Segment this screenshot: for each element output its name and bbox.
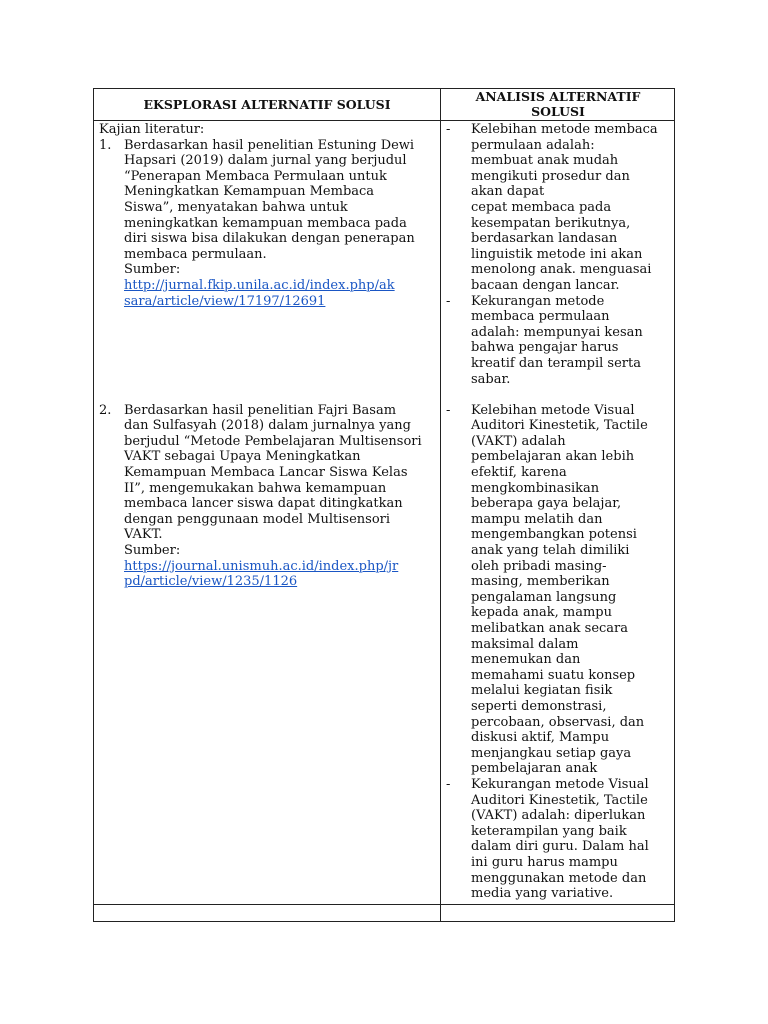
item-line: “Penerapan Membaca Permulaan untuk	[124, 168, 387, 184]
source-link[interactable]: http://jurnal.fkip.unila.ac.id/index.php/ak	[124, 277, 395, 293]
item-line: II”, mengemukakan bahwa kemampuan	[124, 480, 387, 496]
bullet-dash: -	[446, 776, 451, 792]
source-label: Sumber:	[124, 262, 181, 278]
item-line: meningkatkan kemampuan membaca pada	[124, 215, 407, 231]
source-link[interactable]: pd/article/view/1235/1126	[124, 574, 298, 590]
bullet-dash: -	[446, 122, 451, 137]
header-right: ANALISIS ALTERNATIF SOLUSI	[475, 89, 641, 119]
list-item-1	[99, 138, 435, 310]
item-line: Siswa”, menyatakan bahwa untuk	[124, 199, 348, 215]
item-line: berjudul “Metode Pembelajaran Multisensori	[124, 433, 422, 449]
analysis-cell	[446, 122, 674, 902]
item-number: 2.	[99, 402, 112, 418]
column-divider	[440, 89, 441, 921]
item-number: 1.	[99, 137, 112, 153]
item-line: Berdasarkan hasil penelitian Estuning Dewi	[124, 137, 415, 153]
bullet-block-2: - Kekurangan metode membaca permulaan adalah: mempunyai kesan bahwa pengajar harus kreatif dan terampil serta sabar.	[446, 293, 643, 387]
item-line: diri siswa bisa dilakukan dengan penerapan	[124, 231, 415, 247]
item-line: Berdasarkan hasil penelitian Fajri Basam	[124, 402, 397, 418]
item-line: dan Sulfasyah (2018) dalam jurnalnya yang	[124, 418, 411, 434]
list-item-2	[99, 403, 435, 590]
footer-divider	[94, 904, 674, 905]
header-divider	[94, 120, 674, 121]
bullet-dash: -	[446, 402, 451, 418]
item-line: Kemampuan Membaca Lancar Siswa Kelas	[124, 465, 408, 481]
item-line: VAKT sebagai Upaya Meningkatkan	[124, 449, 361, 465]
item-line: dengan penggunaan model Multisensori	[124, 511, 391, 527]
item-line: Meningkatkan Kemampuan Membaca	[124, 184, 375, 200]
item-line: membaca permulaan.	[124, 246, 267, 262]
solution-table	[93, 88, 675, 922]
source-link[interactable]: https://journal.unismuh.ac.id/index.php/jr	[124, 558, 399, 574]
item-line: membaca lancer siswa dapat ditingkatkan	[124, 496, 403, 512]
header-left: EKSPLORASI ALTERNATIF SOLUSI	[143, 97, 391, 112]
bullet-block-3: - Kelebihan metode Visual Auditori Kinestetik, Tactile (VAKT) adalah pembelajaran akan lebih efektif, karena mengkombinasikan beberapa gaya belajar, mampu melatih dan mengembangkan potensi anak yang telah dimiliki oleh pribadi masing- masing, memberikan pengalaman langsung kepada anak, mampu melibatkan anak secara maksimal dalam menemukan dan memahami suatu konsep melalui kegiatan fisik seperti demonstrasi, percobaan, observasi, dan diskusi aktif, Mampu menjangkau setiap gaya pembelajaran anak	[446, 402, 648, 777]
intro-text: Kajian literatur:	[99, 122, 205, 137]
bullet-block-4: - Kekurangan metode Visual Auditori Kinestetik, Tactile (VAKT) adalah: diperlukan keterampilan yang baik dalam diri guru. Dalam hal ini guru harus mampu menggunakan metode dan media yang variative.	[446, 776, 649, 902]
source-link[interactable]: sara/article/view/17197/12691	[124, 293, 326, 309]
exploration-cell	[99, 122, 435, 590]
source-label: Sumber:	[124, 543, 181, 559]
item-line: VAKT.	[124, 527, 163, 543]
bullet-block-1: - Kelebihan metode membaca permulaan adalah: membuat anak mudah mengikuti prosedur dan akan dapat cepat membaca pada kesempatan berikutnya, berdasarkan landasan linguistik metode ini akan menolong anak. menguasai bacaan dengan lancar.	[446, 122, 658, 293]
item-line: Hapsari (2019) dalam jurnal yang berjudul	[124, 153, 407, 169]
bullet-dash: -	[446, 293, 451, 309]
